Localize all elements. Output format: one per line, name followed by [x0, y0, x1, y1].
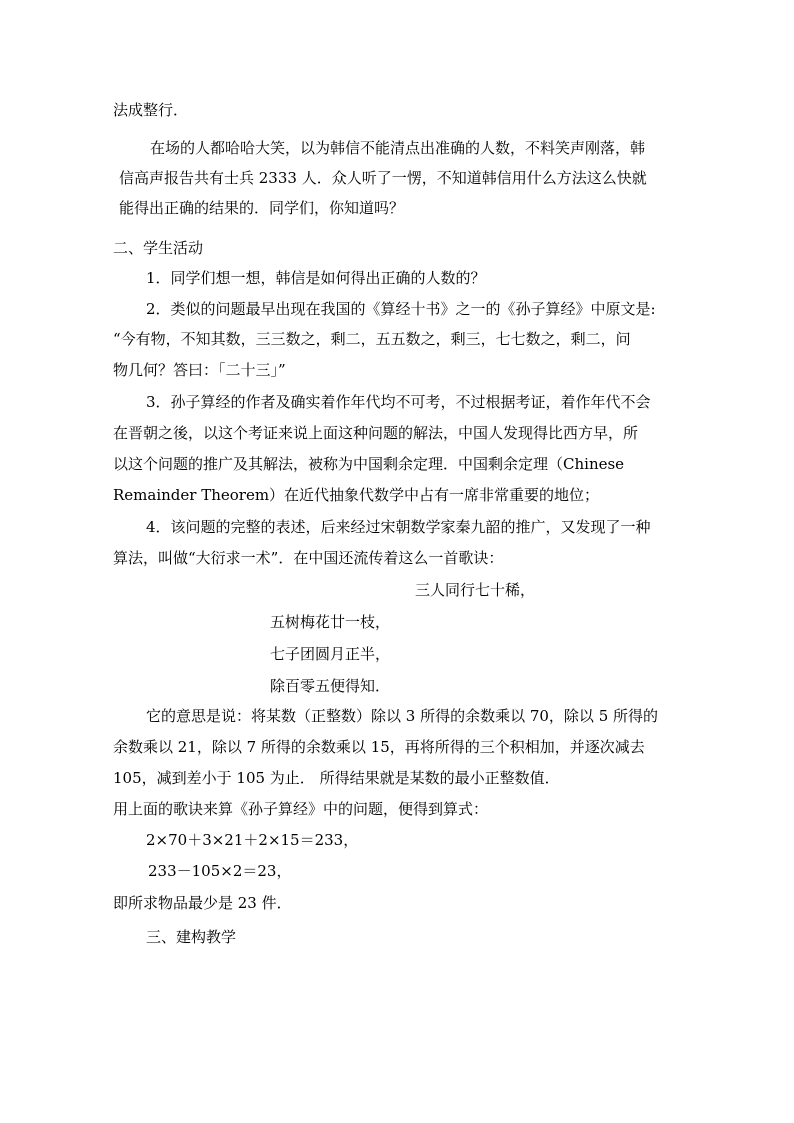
paragraph-line: 能得出正确的结果的．同学们，你知道吗？	[119, 199, 405, 217]
paragraph-line: 物几何？答曰：「二十三」”	[113, 361, 286, 379]
paragraph-line: 用上面的歌诀来算《孙子算经》中的问题，便得到算式：	[113, 800, 489, 818]
paragraph-line: 1．同学们想一想，韩信是如何得出正确的人数的？	[146, 269, 486, 287]
paragraph-line: 3．孙子算经的作者及确实着作年代均不可考，不过根据考证，着作年代不会	[146, 393, 651, 411]
equation-line: 233－105×2＝23，	[148, 862, 292, 880]
verse-line: 三人同行七十稀，	[415, 581, 536, 599]
equation-line: 2×70＋3×21＋2×15＝233，	[146, 831, 359, 849]
verse-line: 七子团圆月正半，	[270, 645, 391, 663]
paragraph-line: 它的意思是说：将某数（正整数）除以 3 所得的余数乘以 70，除以 5 所得的	[146, 707, 659, 725]
paragraph-line: 在场的人都哈哈大笑，以为韩信不能清点出准确的人数，不料笑声刚落，韩	[150, 139, 646, 157]
paragraph-line: 即所求物品最少是 23 件．	[113, 894, 292, 912]
paragraph-line: 2．类似的问题最早出现在我国的《算经十书》之一的《孙子算经》中原文是:	[146, 300, 656, 318]
paragraph-line: “今有物，不知其数，三三数之，剩二，五五数之，剩三，七七数之，剩二，问	[113, 330, 631, 348]
paragraph-line: 法成整行．	[113, 101, 189, 119]
paragraph-line: 105，减到差小于 105 为止． 所得结果就是某数的最小正整数值．	[113, 769, 560, 787]
section-heading: 二、学生活动	[113, 239, 204, 257]
paragraph-line: 在晋朝之後，以这个考证来说上面这种问题的解法，中国人发现得比西方早，所	[113, 424, 639, 442]
paragraph-line: 算法，叫做“大衍求一术”．在中国还流传着这么一首歌诀：	[113, 549, 504, 567]
paragraph-line: 4．该问题的完整的表述，后来经过宋朝数学家秦九韶的推广，又发现了一种	[146, 518, 651, 536]
paragraph-line: 余数乘以 21，除以 7 所得的余数乘以 15，再将所得的三个积相加，并逐次减去	[113, 738, 645, 756]
section-heading: 三、建构教学	[146, 928, 237, 946]
verse-line: 除百零五便得知．	[270, 677, 391, 695]
paragraph-line: Remainder Theorem）在近代抽象代数学中占有一席非常重要的地位；	[113, 486, 600, 504]
paragraph-line: 以这个问题的推广及其解法，被称为中国剩余定理．中国剩余定理（Chinese	[113, 455, 625, 473]
paragraph-line: 信高声报告共有士兵 2333 人．众人听了一愣，不知道韩信用什么方法这么快就	[119, 169, 647, 187]
verse-line: 五树梅花廿一枝，	[270, 613, 391, 631]
